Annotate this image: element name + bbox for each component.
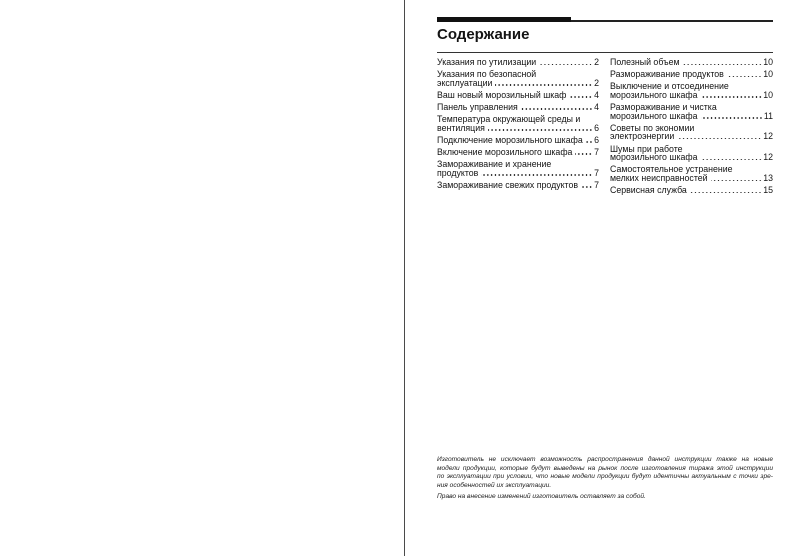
dot-leader [711, 180, 762, 182]
toc-entry [610, 186, 773, 195]
dot-leader [581, 186, 593, 188]
toc-entry-text: Шумы при работе [610, 143, 683, 154]
toc-page-number: 4 [594, 89, 599, 100]
toc-page-number: 15 [763, 185, 773, 196]
title-rule [437, 52, 773, 53]
toc-page-number: 10 [763, 89, 773, 100]
dot-leader [575, 153, 592, 155]
toc-entry-line [610, 186, 773, 195]
toc-entry-line [437, 103, 599, 112]
toc-entry-text: Указания по безопасной [437, 69, 537, 80]
toc-entry-text: морозильного шкафа [610, 152, 698, 163]
toc-entry [610, 124, 773, 141]
toc-entry-line [437, 124, 599, 133]
toc-page-number: 7 [594, 146, 599, 157]
toc-entry-line [610, 58, 773, 67]
toc-entry-text: Сервисная служба [610, 185, 687, 196]
toc-page-number: 6 [594, 134, 599, 145]
dot-leader [683, 64, 762, 66]
toc-entry-text: продуктов [437, 167, 479, 178]
toc-entry-line [610, 91, 773, 100]
dot-leader [495, 84, 592, 86]
toc-entry-text: морозильного шкафа [610, 89, 698, 100]
toc-entry-text: Ваш новый морозильный шкаф [437, 89, 567, 100]
toc-entry-text: электроэнергии [610, 131, 675, 142]
toc-entry-line [437, 58, 599, 67]
toc-entry-text: Подключение морозильного шкафа [437, 134, 583, 145]
toc-page-number: 13 [763, 173, 773, 184]
toc-entry-line [437, 91, 599, 100]
notice-line: по эксплуатации при условии, что новые модели продукции будут идентичны актуальным с точки зре- [437, 473, 773, 480]
dot-leader [521, 108, 593, 110]
toc-entry [437, 181, 599, 190]
notice-line: Изготовитель не исключает возможность распространения данной инструкции также на новые [437, 456, 773, 463]
header-rule [571, 20, 773, 22]
dot-leader [488, 129, 593, 131]
toc-entry [610, 145, 773, 162]
toc-entry-line [437, 136, 599, 145]
toc-page-number: 10 [763, 69, 773, 80]
toc-page-number: 2 [594, 77, 599, 88]
toc-page-number: 6 [594, 122, 599, 133]
notice-line: ния особенностей их эксплуатации. [437, 481, 552, 489]
rights-reserved-note: Право на внесение изменений изготовитель оставляет за собой. [437, 493, 646, 500]
dot-leader [539, 64, 592, 66]
toc-entry-text: мелких неисправностей [610, 173, 708, 184]
toc-page-number: 4 [594, 101, 599, 112]
toc-entry-text: вентиляция [437, 122, 485, 133]
toc-page-number: 7 [594, 167, 599, 178]
toc-entry-text: Советы по экономии [610, 122, 695, 133]
toc-entry [437, 58, 599, 67]
toc-entry [610, 58, 773, 67]
toc-entry-line [610, 70, 773, 79]
toc-entry-line [437, 79, 599, 88]
toc-column-right [610, 58, 773, 198]
toc-page-number: 10 [763, 57, 773, 67]
toc-entry [610, 165, 773, 182]
toc-entry-line [437, 181, 599, 190]
dot-leader [727, 76, 762, 78]
toc-entry [437, 148, 599, 157]
dot-leader [701, 96, 762, 98]
toc-entry-line [610, 153, 773, 162]
dot-leader [701, 117, 763, 119]
toc-page-number: 7 [594, 179, 599, 190]
toc-entry-text: Замораживание свежих продуктов [437, 179, 579, 190]
toc-entry-line [610, 112, 773, 121]
toc-entry-text: Размораживание продуктов [610, 69, 724, 80]
toc-entry [437, 160, 599, 177]
notice-line: модели продукции, которые будут выведены на рынок после изготовления тиража этой инструкции [437, 464, 773, 472]
toc-page-number: 11 [763, 110, 773, 121]
toc-column-left [437, 58, 599, 193]
page-fold-line [404, 0, 405, 556]
toc-entry [437, 136, 599, 145]
toc-entry [610, 103, 773, 120]
toc-entry-line [610, 174, 773, 183]
footer-notice [437, 456, 773, 502]
toc-entry-text: Включение морозильного шкафа [437, 146, 573, 157]
dot-leader [701, 159, 762, 161]
toc-entry [610, 82, 773, 99]
toc-entry-text: Размораживание и чистка [610, 101, 717, 112]
toc-page-number: 2 [594, 57, 599, 67]
toc-entry-line [437, 148, 599, 157]
dot-leader [569, 96, 592, 98]
toc-entry-text: Указания по утилизации [437, 57, 537, 67]
toc-entry [610, 70, 773, 79]
toc-entry-text: Выключение и отсоединение [610, 81, 729, 92]
toc-entry-text: Самостоятельное устранение [610, 164, 733, 175]
toc-entry-text: Панель управления [437, 101, 518, 112]
toc-entry [437, 70, 599, 87]
toc-entry-text: эксплуатации [437, 77, 493, 88]
dot-leader [586, 141, 593, 143]
toc-entry-text: морозильного шкафа [610, 110, 698, 121]
toc-page-number: 12 [763, 131, 773, 142]
toc-entry-text: Температура окружающей среды и [437, 114, 581, 125]
toc-entry [437, 115, 599, 132]
toc-entry-line [437, 169, 599, 178]
dot-leader [677, 138, 761, 140]
page-title: Содержание [437, 26, 530, 43]
toc-entry-text: Полезный объем [610, 57, 680, 67]
dot-leader [481, 174, 592, 176]
dot-leader [690, 192, 762, 194]
toc-entry-line [610, 132, 773, 141]
toc-entry [437, 91, 599, 100]
toc-entry [437, 103, 599, 112]
toc-page-number: 12 [763, 152, 773, 163]
toc-entry-text: Замораживание и хранение [437, 159, 552, 170]
header-bar [437, 17, 571, 22]
